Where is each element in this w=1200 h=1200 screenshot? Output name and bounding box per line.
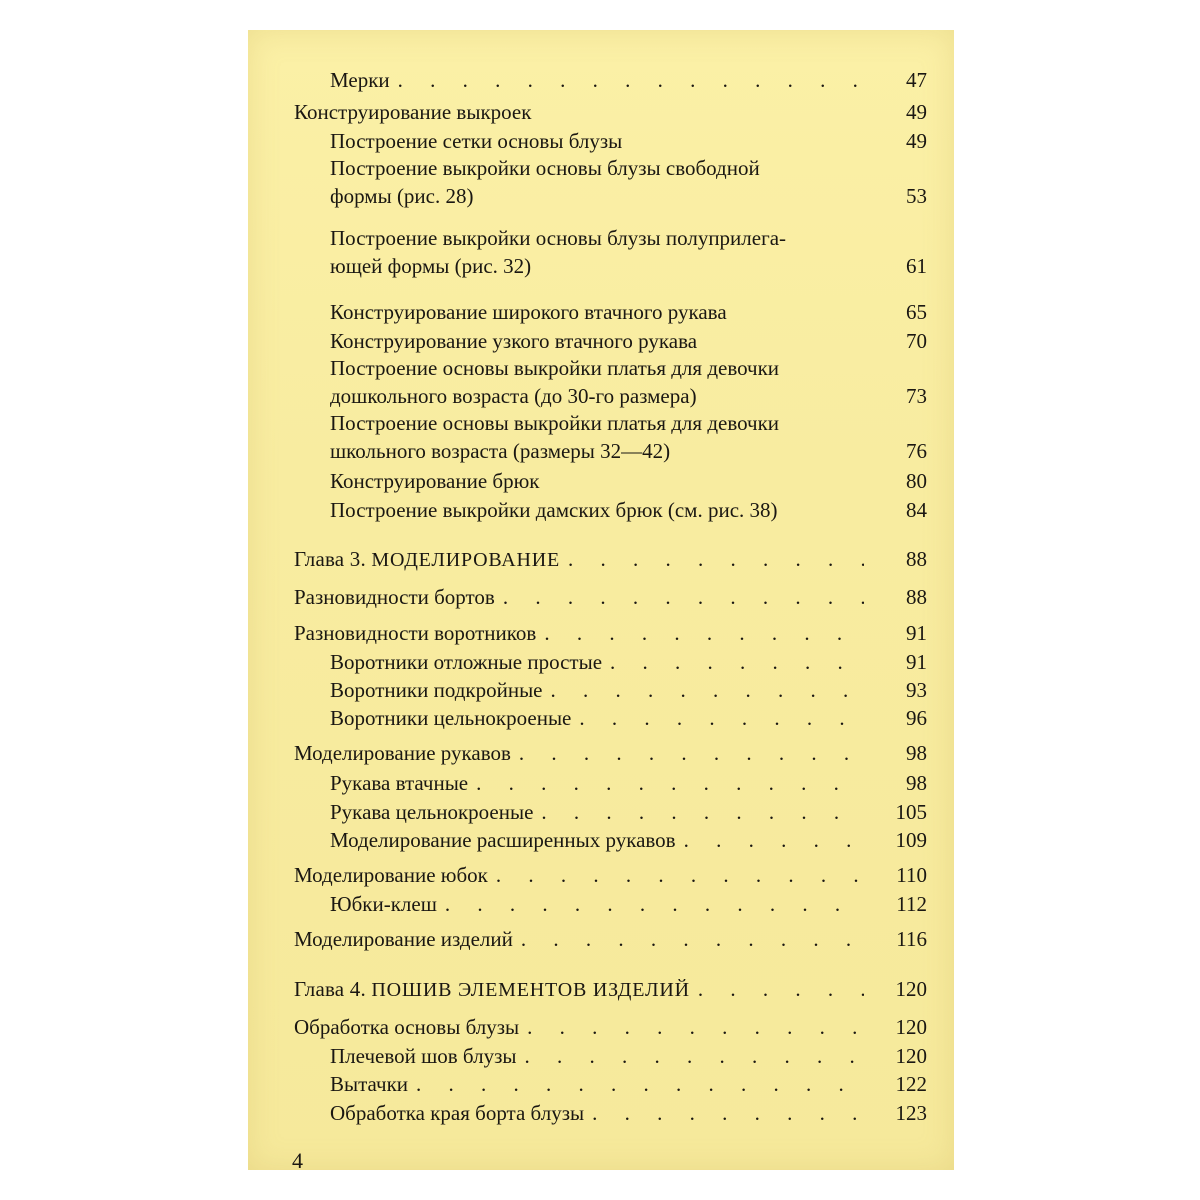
- toc-page-number: 98: [906, 771, 927, 795]
- toc-entry[interactable]: [248, 127, 954, 155]
- toc-entry-title: Моделирование юбок: [294, 863, 488, 887]
- toc-entry[interactable]: [248, 704, 954, 732]
- toc-entry-title: Построение выкройки основы блузы полуприлега-: [330, 226, 787, 250]
- toc-chapter-entry[interactable]: [248, 545, 954, 573]
- chapter-title: ПОШИВ ЭЛЕМЕНТОВ ИЗДЕЛИЙ: [371, 979, 690, 1001]
- toc-page-number: 120: [895, 1044, 927, 1068]
- toc-entry-title: Моделирование рукавов: [294, 741, 511, 765]
- toc-entry-line: [248, 648, 954, 676]
- toc-entry-line: [248, 252, 954, 280]
- toc-entry-line: [248, 769, 954, 797]
- dot-leader: [496, 861, 864, 889]
- toc-page-number: 61: [906, 254, 927, 278]
- toc-entry[interactable]: [248, 467, 954, 495]
- toc-entry-title: Обработка края борта блузы: [330, 1101, 585, 1125]
- toc-page-number: 49: [906, 100, 927, 124]
- toc-entry[interactable]: [248, 798, 954, 826]
- toc-entry-line: [248, 437, 954, 465]
- toc-entry-line: [248, 704, 954, 732]
- toc-entry[interactable]: [248, 354, 954, 410]
- toc-page-number: 70: [906, 329, 927, 353]
- toc-entry-line: [248, 154, 954, 182]
- toc-entry-title: Построение выкройки основы блузы свободной: [330, 156, 760, 180]
- toc-entry-line: [248, 182, 954, 210]
- toc-entry[interactable]: [248, 925, 954, 953]
- toc-page-number: 110: [896, 863, 927, 887]
- toc-page-number: 105: [895, 800, 927, 824]
- toc-page-number: 88: [906, 547, 927, 571]
- toc-entry-title: [294, 545, 560, 574]
- toc-entry-title: [294, 975, 690, 1004]
- toc-entry-title: Конструирование узкого втачного рукава: [330, 329, 698, 353]
- dot-leader: [519, 739, 864, 767]
- toc-entry-title: Конструирование выкроек: [294, 100, 532, 124]
- toc-entry[interactable]: [248, 224, 954, 280]
- toc-page-number: 73: [906, 384, 927, 408]
- chapter-prefix: Глава 4.: [294, 977, 372, 1001]
- dot-leader: [398, 66, 864, 94]
- toc-entry-title: Вытачки: [330, 1072, 409, 1096]
- page-number: 4: [292, 1148, 303, 1173]
- toc-page-number: 53: [906, 184, 927, 208]
- toc-entry-title: Рукава втачные: [330, 771, 469, 795]
- toc-entry[interactable]: [248, 861, 954, 889]
- toc-entry-line: [248, 496, 954, 524]
- toc-chapter-entry[interactable]: [248, 975, 954, 1003]
- toc-entry-line: [248, 409, 954, 437]
- toc-entry-line: [248, 224, 954, 252]
- toc-entry[interactable]: [248, 676, 954, 704]
- toc-entry[interactable]: [248, 98, 954, 126]
- toc-entry-line: [248, 798, 954, 826]
- toc-entry-title: дошкольного возраста (до 30-го размера): [330, 384, 697, 408]
- toc-entry-title: Мерки: [330, 68, 390, 92]
- toc-page-number: 120: [895, 1015, 927, 1039]
- toc-entry[interactable]: [248, 298, 954, 326]
- toc-entry-line: [248, 583, 954, 611]
- toc-page-number: 65: [906, 300, 927, 324]
- toc-entry[interactable]: [248, 619, 954, 647]
- toc-entry-title: Моделирование расширенных рукавов: [330, 828, 676, 852]
- toc-page-number: 84: [906, 498, 927, 522]
- toc-entry-title: Юбки-клеш: [330, 892, 437, 916]
- toc-entry-line: [248, 1099, 954, 1127]
- toc-page-number: 98: [906, 741, 927, 765]
- toc-entry[interactable]: [248, 648, 954, 676]
- toc-entry-line: [248, 545, 954, 573]
- toc-entry[interactable]: [248, 409, 954, 465]
- toc-entry-title: школьного возраста (размеры 32—42): [330, 439, 671, 463]
- toc-page-number: 47: [906, 68, 927, 92]
- dot-leader: [527, 1013, 864, 1041]
- dot-leader: [544, 619, 864, 647]
- toc-page-number: 91: [906, 621, 927, 645]
- toc-page-number: 116: [896, 927, 927, 951]
- toc-page-number: 120: [895, 977, 927, 1001]
- toc-entry[interactable]: [248, 66, 954, 94]
- chapter-title: МОДЕЛИРОВАНИЕ: [371, 549, 561, 571]
- toc-entry-title: Воротники цельнокроеные: [330, 706, 572, 730]
- dot-leader: [698, 975, 864, 1003]
- toc-entry-title: Конструирование брюк: [330, 469, 540, 493]
- toc-entry[interactable]: [248, 496, 954, 524]
- toc-page-number: 49: [906, 129, 927, 153]
- toc-entry-line: [248, 861, 954, 889]
- dot-leader: [521, 925, 864, 953]
- toc-entry-line: [248, 619, 954, 647]
- toc-entry-line: [248, 382, 954, 410]
- dot-leader: [684, 826, 864, 854]
- toc-page-number: 93: [906, 678, 927, 702]
- toc-page-number: 122: [895, 1072, 927, 1096]
- toc-entry-title: Построение выкройки дамских брюк (см. рис. 38): [330, 498, 778, 522]
- toc-entry-title: Построение основы выкройки платья для девочки: [330, 411, 780, 435]
- toc-entry-title: Воротники подкройные: [330, 678, 543, 702]
- toc-entry-line: [248, 127, 954, 155]
- dot-leader: [445, 890, 864, 918]
- toc-page-number: 112: [896, 892, 927, 916]
- toc-entry[interactable]: [248, 739, 954, 767]
- toc-page-number: 109: [895, 828, 927, 852]
- dot-leader: [551, 676, 864, 704]
- toc-entry-title: Конструирование широкого втачного рукава: [330, 300, 727, 324]
- toc-entry-line: [248, 1013, 954, 1041]
- toc-page-number: 80: [906, 469, 927, 493]
- toc-entry-title: Воротники отложные простые: [330, 650, 603, 674]
- toc-entry[interactable]: [248, 583, 954, 611]
- dot-leader: [579, 704, 864, 732]
- dot-leader: [541, 798, 864, 826]
- toc-entry[interactable]: [248, 1099, 954, 1127]
- toc-entry-line: [248, 739, 954, 767]
- toc-entry-title: Построение основы выкройки платья для девочки: [330, 356, 780, 380]
- toc-entry[interactable]: [248, 826, 954, 854]
- toc-entry-line: [248, 975, 954, 1003]
- toc-entry[interactable]: [248, 769, 954, 797]
- toc-page-number: 96: [906, 706, 927, 730]
- toc-entry[interactable]: [248, 890, 954, 918]
- toc-entry-title: формы (рис. 28): [330, 184, 474, 208]
- dot-leader: [592, 1099, 864, 1127]
- toc-entry-line: [248, 66, 954, 94]
- toc-entry[interactable]: [248, 1042, 954, 1070]
- toc-entry-title: Разновидности бортов: [294, 585, 495, 609]
- toc-entry[interactable]: [248, 327, 954, 355]
- dot-leader: [610, 648, 864, 676]
- toc-page-number: 123: [895, 1101, 927, 1125]
- toc-entry-line: [248, 890, 954, 918]
- chapter-prefix: Глава 3.: [294, 547, 372, 571]
- dot-leader: [568, 545, 864, 573]
- dot-leader: [524, 1042, 864, 1070]
- toc-entry-line: [248, 98, 954, 126]
- toc-page-number: 91: [906, 650, 927, 674]
- toc-entry-line: [248, 1070, 954, 1098]
- toc-entry-title: Обработка основы блузы: [294, 1015, 520, 1039]
- toc-entry-line: [248, 298, 954, 326]
- toc-entry-line: [248, 354, 954, 382]
- toc-entry[interactable]: [248, 154, 954, 210]
- toc-entry-title: Моделирование изделий: [294, 927, 513, 951]
- toc-entry-title: Разновидности воротников: [294, 621, 537, 645]
- toc-entry-line: [248, 467, 954, 495]
- toc-page-number: 88: [906, 585, 927, 609]
- toc-entry-line: [248, 327, 954, 355]
- toc-entry[interactable]: [248, 1070, 954, 1098]
- toc-entry-title: Рукава цельнокроеные: [330, 800, 534, 824]
- toc-entry-title: Построение сетки основы блузы: [330, 129, 623, 153]
- toc-entry-line: [248, 925, 954, 953]
- toc-entry-line: [248, 1042, 954, 1070]
- toc-entry[interactable]: [248, 1013, 954, 1041]
- toc-entry-title: Плечевой шов блузы: [330, 1044, 517, 1068]
- toc-entry-line: [248, 676, 954, 704]
- toc-page-number: 76: [906, 439, 927, 463]
- toc-entry-line: [248, 826, 954, 854]
- book-page: [248, 30, 954, 1173]
- dot-leader: [416, 1070, 864, 1098]
- dot-leader: [503, 583, 864, 611]
- dot-leader: [476, 769, 864, 797]
- toc-entry-title: ющей формы (рис. 32): [330, 254, 532, 278]
